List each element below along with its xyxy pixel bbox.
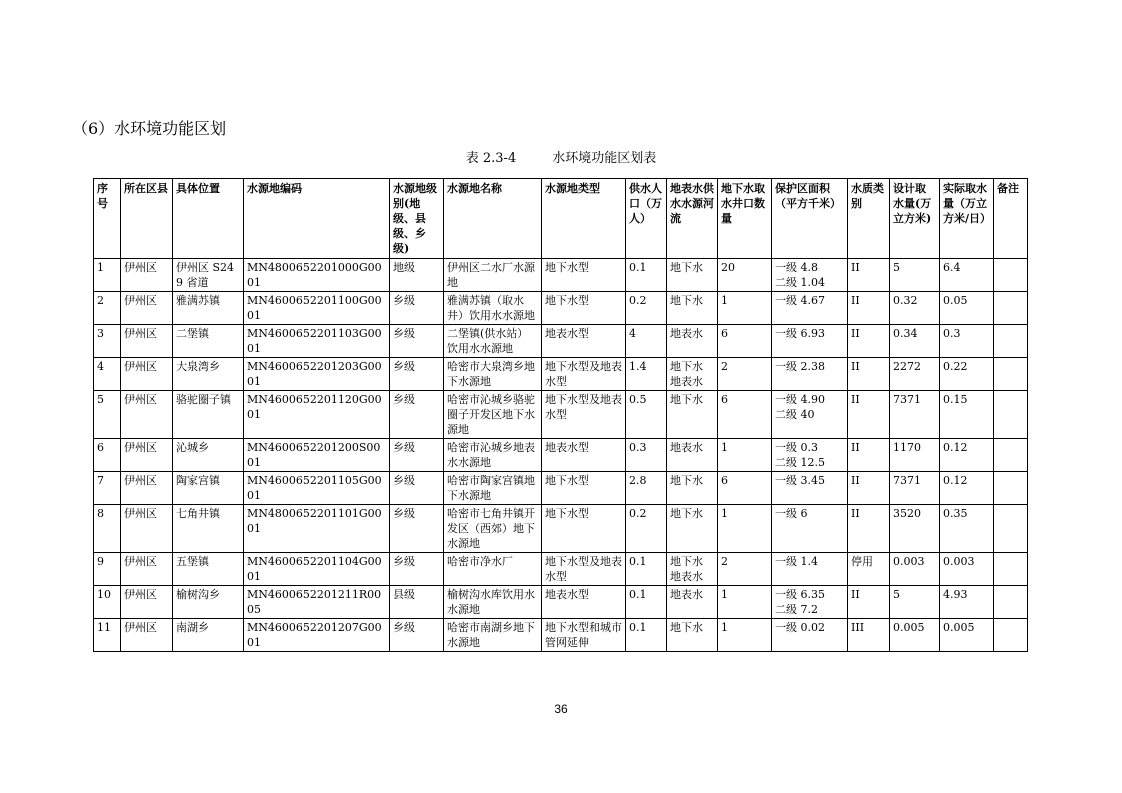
- table-cell: II: [848, 439, 890, 472]
- table-cell: 哈密市沁城乡骆驼圈子开发区地下水源地: [444, 391, 542, 439]
- table-cell: MN4600652201207G0001: [244, 619, 390, 652]
- table-cell: 地表水型: [542, 325, 626, 358]
- table-cell: 1170: [890, 439, 940, 472]
- column-header: 水源地类型: [542, 179, 626, 259]
- table-cell: 地下水型及地表水型: [542, 391, 626, 439]
- table-cell: 雅满苏镇: [173, 292, 244, 325]
- table-cell: 榆树沟水库饮用水水源地: [444, 586, 542, 619]
- table-cell: 乡级: [390, 391, 444, 439]
- column-header: 地下水取水井口数量: [718, 179, 772, 259]
- table-cell: MN4800652201101G0001: [244, 505, 390, 553]
- table-cell: 七角井镇: [173, 505, 244, 553]
- column-header: 地表水供水水源河流: [667, 179, 718, 259]
- table-row: [94, 586, 1028, 619]
- table-cell: 0.1: [626, 586, 667, 619]
- table-cell: [994, 391, 1028, 439]
- column-header: 水源地级别(地级、县级、乡级): [390, 179, 444, 259]
- table-cell: II: [848, 472, 890, 505]
- table-cell: II: [848, 259, 890, 292]
- table-cell: 伊州区: [121, 505, 173, 553]
- table-cell: 二堡镇(供水站）饮用水水源地: [444, 325, 542, 358]
- table-cell: 4: [94, 358, 121, 391]
- table-cell: 大泉湾乡: [173, 358, 244, 391]
- table-cell: MN4600652201200S0001: [244, 439, 390, 472]
- table-cell: 0.003: [890, 553, 940, 586]
- table-cell: [994, 553, 1028, 586]
- table-cell: 1: [718, 439, 772, 472]
- table-cell: 一级 3.45: [772, 472, 848, 505]
- table-cell: 一级 1.4: [772, 553, 848, 586]
- table-cell: 地下水: [667, 472, 718, 505]
- table-cell: 一级 6.93: [772, 325, 848, 358]
- table-cell: 6: [718, 391, 772, 439]
- table-cell: 2: [94, 292, 121, 325]
- table-cell: 五堡镇: [173, 553, 244, 586]
- table-cell: 乡级: [390, 358, 444, 391]
- table-cell: 地下水型: [542, 259, 626, 292]
- table-cell: 停用: [848, 553, 890, 586]
- column-header: 设计取水量(万立方米): [890, 179, 940, 259]
- table-body: [94, 259, 1028, 652]
- table-cell: 6: [718, 472, 772, 505]
- table-cell: III: [848, 619, 890, 652]
- table-cell: 2: [718, 553, 772, 586]
- table-cell: [994, 586, 1028, 619]
- table-cell: [994, 472, 1028, 505]
- table-cell: [994, 292, 1028, 325]
- table-cell: 1: [718, 505, 772, 553]
- table-cell: 伊州区: [121, 391, 173, 439]
- table-row: [94, 619, 1028, 652]
- table-cell: 伊州区: [121, 472, 173, 505]
- column-header: 具体位置: [173, 179, 244, 259]
- table-cell: 地表水: [667, 586, 718, 619]
- table-cell: 5: [94, 391, 121, 439]
- table-cell: 10: [94, 586, 121, 619]
- table-cell: 0.12: [940, 472, 994, 505]
- table-cell: 0.3: [940, 325, 994, 358]
- table-cell: [994, 358, 1028, 391]
- table-cell: 哈密市净水厂: [444, 553, 542, 586]
- table-cell: [994, 619, 1028, 652]
- table-cell: 榆树沟乡: [173, 586, 244, 619]
- table-cell: 9: [94, 553, 121, 586]
- table-cell: 地下水: [667, 292, 718, 325]
- table-cell: 6: [718, 325, 772, 358]
- page-number: 36: [554, 702, 568, 716]
- table-cell: 地下水 地表水: [667, 358, 718, 391]
- table-cell: 一级 2.38: [772, 358, 848, 391]
- table-cell: 1: [718, 619, 772, 652]
- table-cell: 20: [718, 259, 772, 292]
- column-header: 水质类别: [848, 179, 890, 259]
- table-cell: 地表水: [667, 439, 718, 472]
- table-cell: 一级 6: [772, 505, 848, 553]
- table-cell: II: [848, 292, 890, 325]
- table-cell: 地下水: [667, 391, 718, 439]
- table-cell: [994, 505, 1028, 553]
- table-row: [94, 505, 1028, 553]
- table-cell: 地下水型及地表水型: [542, 358, 626, 391]
- table-cell: 0.22: [940, 358, 994, 391]
- table-cell: 一级 0.02: [772, 619, 848, 652]
- table-cell: 伊州区: [121, 358, 173, 391]
- table-cell: 伊州区: [121, 292, 173, 325]
- table-cell: 哈密市沁城乡地表水水源地: [444, 439, 542, 472]
- section-title: （6）水环境功能区划: [72, 119, 227, 138]
- table-cell: 哈密市南湖乡地下水源地: [444, 619, 542, 652]
- table-cell: 伊州区 S249 省道: [173, 259, 244, 292]
- column-header: 实际取水量（万立方米/日）: [940, 179, 994, 259]
- table-cell: 乡级: [390, 553, 444, 586]
- table-cell: 5: [890, 259, 940, 292]
- table-cell: MN4600652201104G0001: [244, 553, 390, 586]
- table-cell: 乡级: [390, 292, 444, 325]
- table-cell: 地下水型: [542, 472, 626, 505]
- table-cell: 乡级: [390, 472, 444, 505]
- table-cell: 2272: [890, 358, 940, 391]
- table-row: [94, 325, 1028, 358]
- table-cell: 哈密市七角井镇开发区（西郊）地下水源地: [444, 505, 542, 553]
- column-header: 备注: [994, 179, 1028, 259]
- table-cell: MN4600652201100G0001: [244, 292, 390, 325]
- table-row: [94, 358, 1028, 391]
- table-cell: MN4600652201211R0005: [244, 586, 390, 619]
- table-cell: 哈密市陶家宫镇地下水源地: [444, 472, 542, 505]
- table-cell: 0.05: [940, 292, 994, 325]
- table-cell: [994, 259, 1028, 292]
- table-cell: 0.003: [940, 553, 994, 586]
- table-cell: 雅满苏镇（取水井）饮用水水源地: [444, 292, 542, 325]
- table-cell: MN4600652201120G0001: [244, 391, 390, 439]
- table-cell: 一级 4.8 二级 1.04: [772, 259, 848, 292]
- table-cell: MN4800652201000G0001: [244, 259, 390, 292]
- table-cell: 地表水型: [542, 439, 626, 472]
- table-cell: 0.005: [890, 619, 940, 652]
- table-title: 水环境功能区划表: [552, 151, 657, 166]
- table-cell: 0.15: [940, 391, 994, 439]
- table-cell: 3: [94, 325, 121, 358]
- table-cell: II: [848, 505, 890, 553]
- table-cell: 2.8: [626, 472, 667, 505]
- table-cell: [994, 325, 1028, 358]
- table-cell: II: [848, 325, 890, 358]
- table-cell: 6: [94, 439, 121, 472]
- table-number: 表 2.3-4: [465, 151, 517, 166]
- column-header: 所在区县: [121, 179, 173, 259]
- table-cell: 地级: [390, 259, 444, 292]
- table-cell: 3520: [890, 505, 940, 553]
- table-cell: 地下水型及地表水型: [542, 553, 626, 586]
- table-cell: 地下水型: [542, 292, 626, 325]
- table-cell: 地下水: [667, 619, 718, 652]
- table-cell: II: [848, 358, 890, 391]
- table-cell: 一级 4.90 二级 40: [772, 391, 848, 439]
- table-header-row: [94, 179, 1028, 259]
- table-cell: 骆驼圈子镇: [173, 391, 244, 439]
- table-row: [94, 292, 1028, 325]
- column-header: 水源地编码: [244, 179, 390, 259]
- table-cell: 南湖乡: [173, 619, 244, 652]
- table-cell: 二堡镇: [173, 325, 244, 358]
- table-row: [94, 472, 1028, 505]
- table-cell: [994, 439, 1028, 472]
- water-function-table: [93, 178, 1028, 652]
- column-header: 供水人口（万人）: [626, 179, 667, 259]
- table-cell: 伊州区二水厂水源地: [444, 259, 542, 292]
- table-cell: 0.35: [940, 505, 994, 553]
- table-cell: 乡级: [390, 439, 444, 472]
- table-cell: 地下水型: [542, 505, 626, 553]
- table-cell: 2: [718, 358, 772, 391]
- table-row: [94, 391, 1028, 439]
- table-cell: 4.93: [940, 586, 994, 619]
- table-caption: [0, 150, 1122, 168]
- table-cell: 1: [94, 259, 121, 292]
- table-row: [94, 553, 1028, 586]
- table-cell: 地下水: [667, 259, 718, 292]
- column-header: 保护区面积（平方千米）: [772, 179, 848, 259]
- table-cell: 县级: [390, 586, 444, 619]
- table-cell: 6.4: [940, 259, 994, 292]
- table-cell: 伊州区: [121, 553, 173, 586]
- table-cell: 地表水型: [542, 586, 626, 619]
- table-cell: 伊州区: [121, 619, 173, 652]
- table-cell: 0.5: [626, 391, 667, 439]
- table-cell: 哈密市大泉湾乡地下水源地: [444, 358, 542, 391]
- table-cell: MN4600652201103G0001: [244, 325, 390, 358]
- table-cell: 7371: [890, 472, 940, 505]
- table-cell: 伊州区: [121, 586, 173, 619]
- column-header: 水源地名称: [444, 179, 542, 259]
- table-cell: 乡级: [390, 325, 444, 358]
- table-cell: 1: [718, 292, 772, 325]
- table-cell: 1.4: [626, 358, 667, 391]
- table-cell: 1: [718, 586, 772, 619]
- table-cell: MN4600652201105G0001: [244, 472, 390, 505]
- table-cell: 一级 4.67: [772, 292, 848, 325]
- table-cell: 5: [890, 586, 940, 619]
- table-cell: 4: [626, 325, 667, 358]
- table-cell: 0.2: [626, 292, 667, 325]
- table-cell: 乡级: [390, 505, 444, 553]
- table-cell: 伊州区: [121, 325, 173, 358]
- table-cell: 0.1: [626, 619, 667, 652]
- table-cell: 地下水: [667, 505, 718, 553]
- table-cell: 8: [94, 505, 121, 553]
- table-cell: 0.005: [940, 619, 994, 652]
- table-cell: MN4600652201203G0001: [244, 358, 390, 391]
- table-row: [94, 439, 1028, 472]
- table-cell: 0.32: [890, 292, 940, 325]
- table-cell: 一级 0.3 二级 12.5: [772, 439, 848, 472]
- table-cell: 0.2: [626, 505, 667, 553]
- table-cell: 伊州区: [121, 439, 173, 472]
- table-cell: 11: [94, 619, 121, 652]
- table-cell: 地表水: [667, 325, 718, 358]
- column-header: 序号: [94, 179, 121, 259]
- table-row: [94, 259, 1028, 292]
- table-cell: 沁城乡: [173, 439, 244, 472]
- table-cell: 陶家宫镇: [173, 472, 244, 505]
- table-cell: 0.1: [626, 553, 667, 586]
- table-cell: 7: [94, 472, 121, 505]
- table-cell: II: [848, 586, 890, 619]
- table-cell: II: [848, 391, 890, 439]
- table-cell: 一级 6.35 二级 7.2: [772, 586, 848, 619]
- table-cell: 乡级: [390, 619, 444, 652]
- table-cell: 0.12: [940, 439, 994, 472]
- table-cell: 0.1: [626, 259, 667, 292]
- table-cell: 地下水 地表水: [667, 553, 718, 586]
- table-cell: 0.34: [890, 325, 940, 358]
- table-cell: 伊州区: [121, 259, 173, 292]
- table-cell: 7371: [890, 391, 940, 439]
- table-cell: 0.3: [626, 439, 667, 472]
- table-cell: 地下水型和城市管网延伸: [542, 619, 626, 652]
